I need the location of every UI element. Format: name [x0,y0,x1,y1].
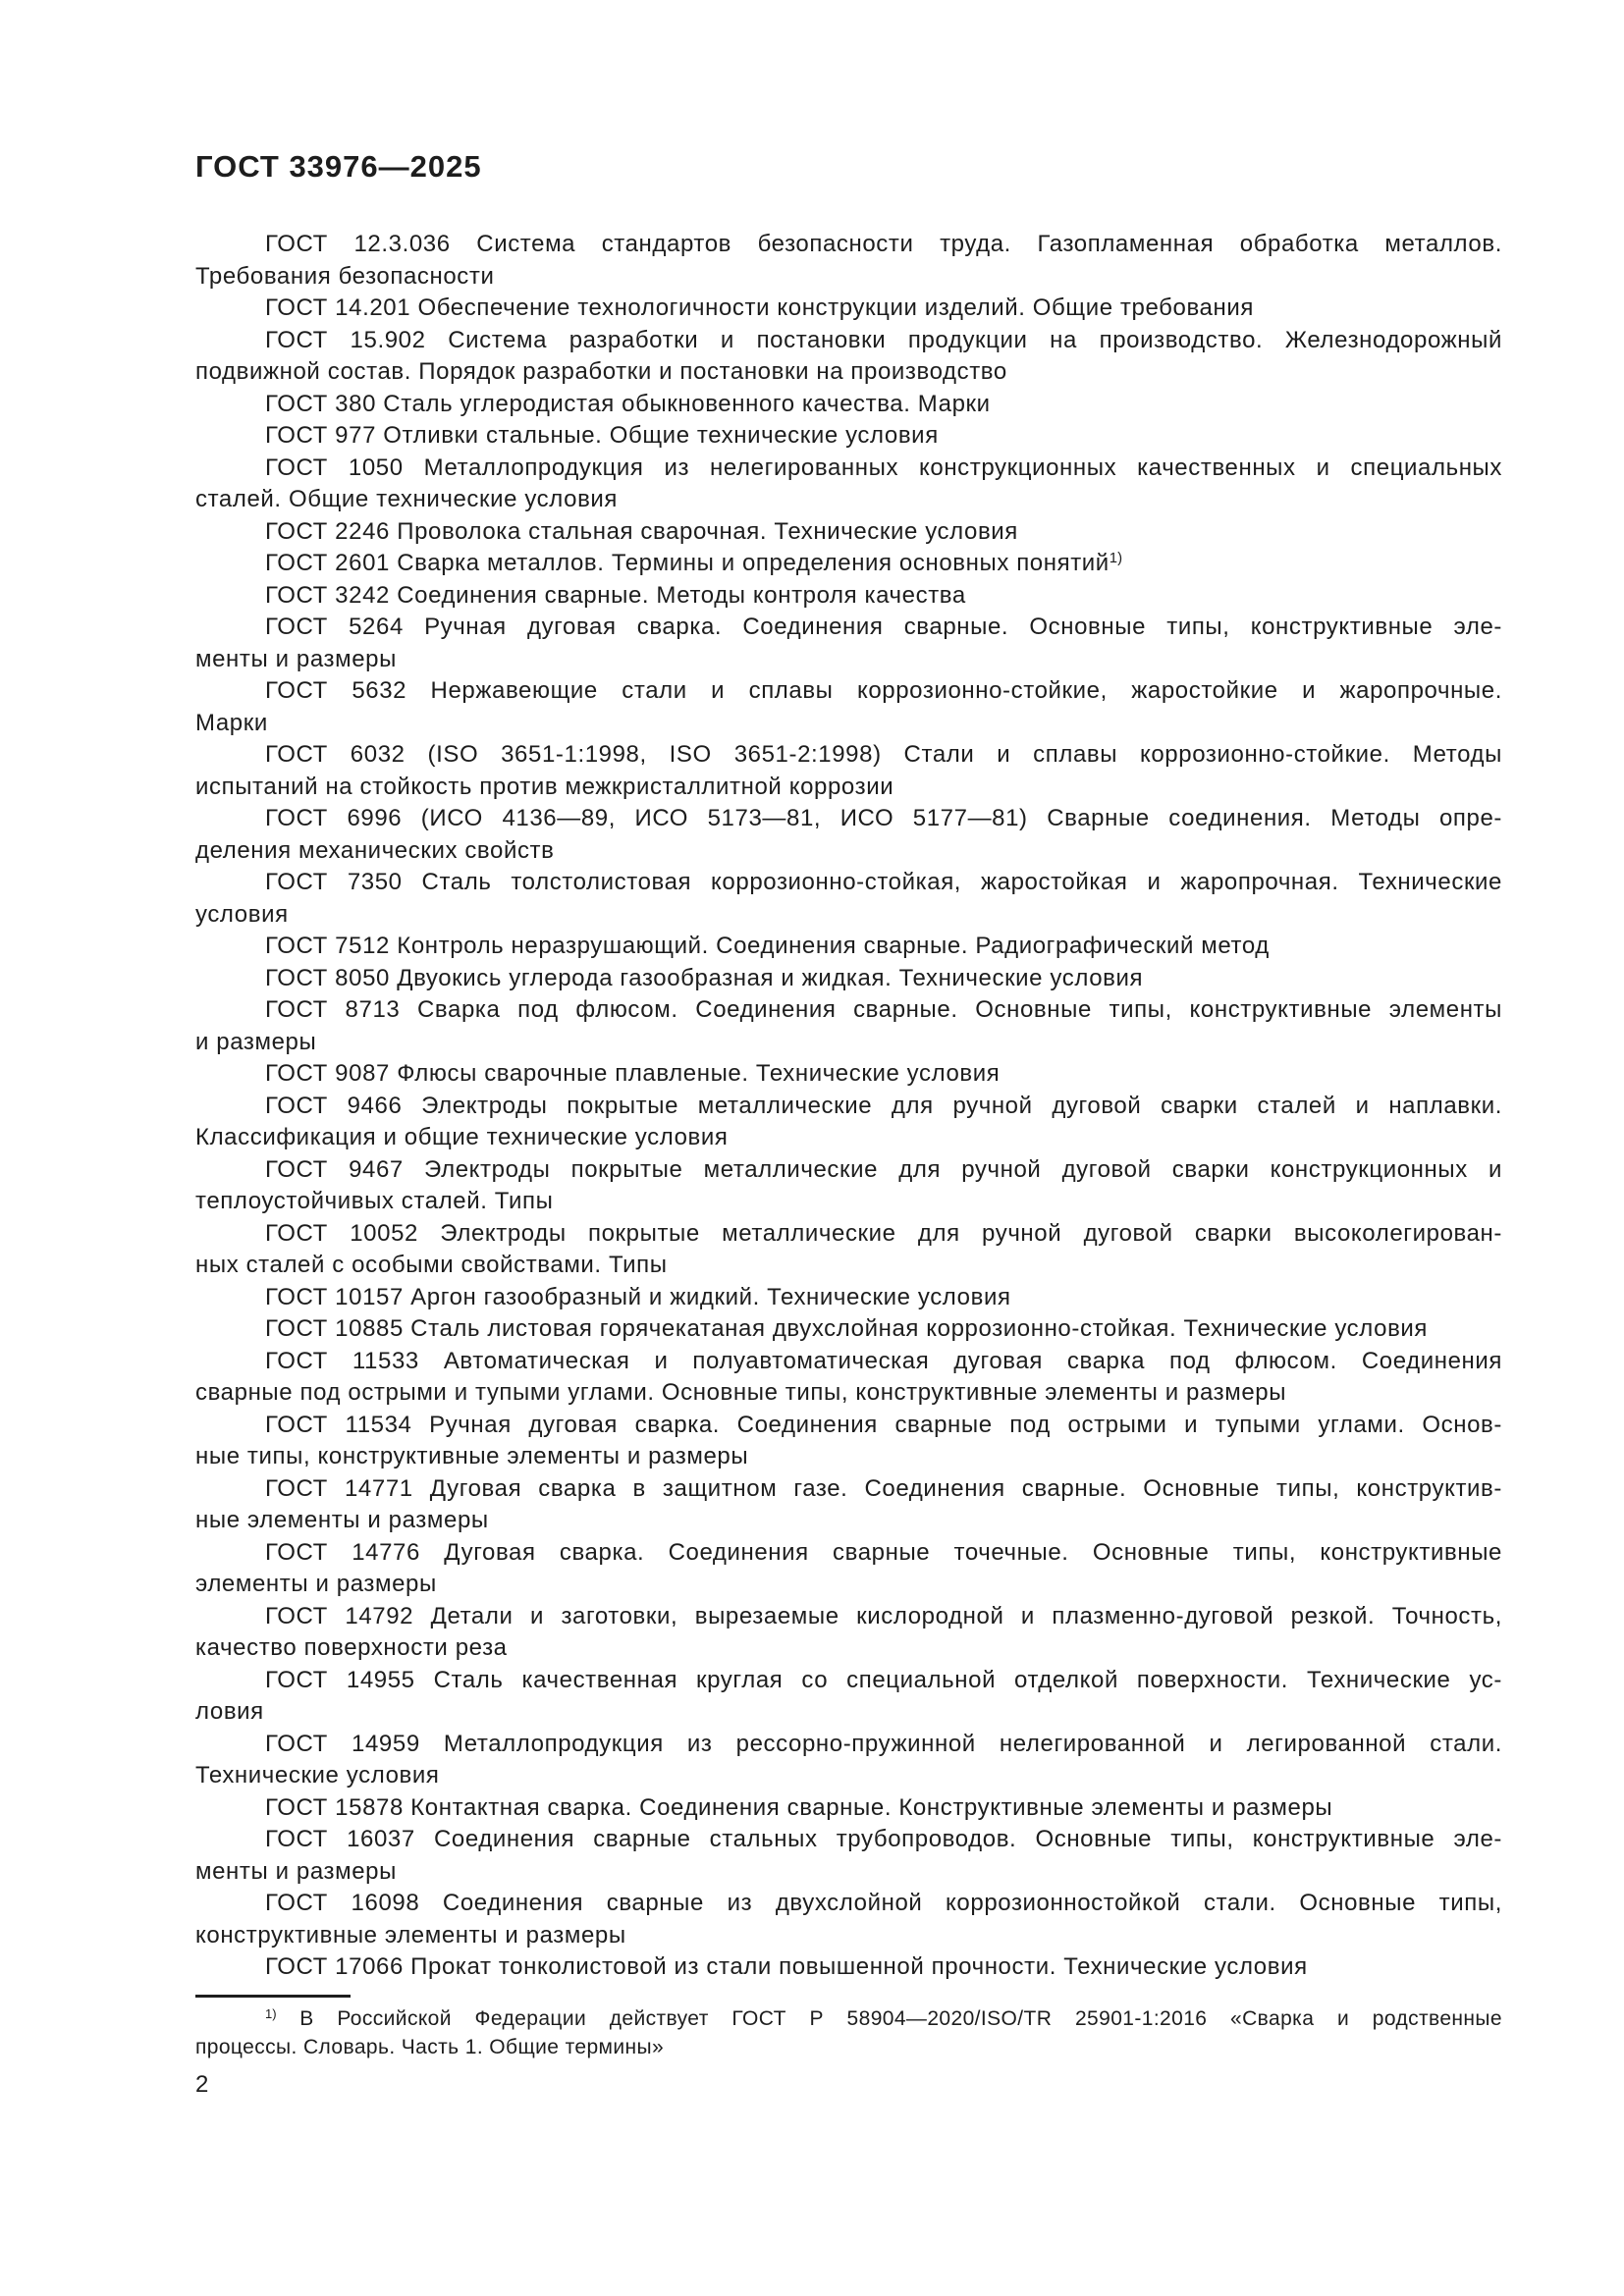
reference-line: ГОСТ 16098 Соединения сварные из двухслойной коррозионностойкой стали. Основные типы, [265,1890,1502,1916]
reference-item [195,420,1502,453]
reference-line: ГОСТ 9087 Флюсы сварочные плавленые. Технические условия [265,1060,1001,1087]
reference-line: ГОСТ 14776 Дуговая сварка. Соединения сварные точечные. Основные типы, конструктивные [265,1538,1502,1566]
reference-line: процессы. Словарь. Часть 1. Общие термины» [195,2036,665,2058]
reference-line: Технические условия [195,1762,440,1789]
reference-item [195,1729,1502,1792]
reference-item [195,1601,1502,1665]
reference-line: ГОСТ 10052 Электроды покрытые металлические для ручной дуговой сварки высоколегирован- [265,1219,1502,1247]
reference-item [195,548,1502,580]
reference-line: Классификация и общие технические условия [195,1124,729,1150]
reference-item [195,1218,1502,1282]
reference-item [195,1537,1502,1601]
reference-item [195,803,1502,867]
reference-item [195,1473,1502,1537]
footnote-ref-marker: 1) [265,2006,277,2022]
reference-line: деления механических свойств [195,836,555,864]
reference-item [195,516,1502,549]
reference-item [195,1665,1502,1729]
reference-item [195,1410,1502,1473]
reference-line: ГОСТ 17066 Прокат тонколистовой из стали повышенной прочности. Технические условия [265,1953,1308,1980]
reference-line: ГОСТ 15.902 Система разработки и постановки продукции на производство. Железнодорожный [265,326,1502,353]
footnote-ref-marker: 1) [1109,551,1123,567]
reference-item [195,1058,1502,1091]
reference-item [195,1346,1502,1410]
reference-line: ГОСТ 9466 Электроды покрытые металлические для ручной дуговой сварки сталей и наплавки. [265,1092,1502,1119]
reference-item [195,1282,1502,1314]
reference-line: ГОСТ 11534 Ручная дуговая сварка. Соединения сварные под острыми и тупыми углами. Основ- [265,1411,1502,1438]
reference-line: Требования безопасности [195,262,495,290]
reference-line: ГОСТ 14792 Детали и заготовки, вырезаемые кислородной и плазменно-дуговой резкой. Точность, [265,1602,1502,1629]
reference-line: ГОСТ 6032 (ISO 3651-1:1998, ISO 3651-2:1998) Стали и сплавы коррозионно-стойкие. Методы [265,741,1502,768]
reference-line: элементы и размеры [195,1571,437,1597]
reference-line: ГОСТ 14771 Дуговая сварка в защитном газе. Соединения сварные. Основные типы, конструктив- [265,1474,1502,1502]
reference-line: ГОСТ 2601 Сварка металлов. Термины и определения основных понятий$^{1)}$ [265,550,1123,576]
reference-item [195,1154,1502,1218]
reference-line: менты и размеры [195,1857,397,1885]
reference-line: ные типы, конструктивные элементы и размеры [195,1443,749,1469]
reference-line: ГОСТ 2246 Проволока стальная сварочная. Технические условия [265,517,1018,545]
reference-item [195,963,1502,995]
reference-line: ГОСТ 14.201 Обеспечение технологичности конструкции изделий. Общие требования [265,294,1254,321]
reference-line: теплоустойчивых сталей. Типы [195,1188,554,1214]
reference-line: ГОСТ 3242 Соединения сварные. Методы контроля качества [265,581,966,609]
reference-line: ГОСТ 12.3.036 Система стандартов безопасности труда. Газопламенная обработка металлов. [265,231,1502,257]
reference-item [195,229,1502,293]
reference-line: ГОСТ 16037 Соединения сварные стальных трубопроводов. Основные типы, конструктивные эле- [265,1826,1502,1852]
reference-item [195,612,1502,675]
reference-line: ГОСТ 380 Сталь углеродистая обыкновенного качества. Марки [265,390,991,417]
reference-line: ГОСТ 5264 Ручная дуговая сварка. Соединения сварные. Основные типы, конструктивные эле- [265,614,1502,640]
reference-line: ГОСТ 5632 Нержавеющие стали и сплавы коррозионно-стойкие, жаростойкие и жаропрочные. [265,677,1502,704]
reference-line: условия [195,900,289,928]
reference-line: ГОСТ 14959 Металлопродукция из рессорно-пружинной нелегированной и легированной стали. [265,1730,1502,1757]
reference-item [195,1951,1502,1984]
reference-item [195,675,1502,739]
references-list [195,229,1502,1984]
reference-line: ловия [195,1698,264,1725]
reference-line: Марки [195,709,268,736]
reference-item [195,389,1502,421]
reference-line: испытаний на стойкость против межкристаллитной коррозии [195,773,894,800]
reference-item [195,1792,1502,1825]
reference-item [195,1888,1502,1951]
reference-line: ГОСТ 11533 Автоматическая и полуавтоматическая дуговая сварка под флюсом. Соединения [265,1347,1502,1374]
reference-line: качество поверхности реза [195,1634,508,1661]
reference-line: ГОСТ 9467 Электроды покрытые металлические для ручной дуговой сварки конструкционных и [265,1155,1502,1183]
reference-line: ных сталей с особыми свойствами. Типы [195,1252,668,1278]
reference-item [195,739,1502,803]
reference-line: ГОСТ 15878 Контактная сварка. Соединения сварные. Конструктивные элементы и размеры [265,1793,1333,1821]
reference-line: конструктивные элементы и размеры [195,1921,626,1949]
reference-line: ГОСТ 10157 Аргон газообразный и жидкий. Технические условия [265,1283,1011,1310]
reference-line: ГОСТ 7350 Сталь толстолистовая коррозионно-стойкая, жаростойкая и жаропрочная. Технические [265,869,1502,895]
reference-item [195,1091,1502,1154]
page-header: ГОСТ 33976—2025 [195,149,482,184]
reference-line: ГОСТ 8713 Сварка под флюсом. Соединения сварные. Основные типы, конструктивные элементы [265,996,1502,1023]
reference-line: ГОСТ 7512 Контроль неразрушающий. Соединения сварные. Радиографический метод [265,933,1270,959]
reference-item [195,931,1502,963]
reference-item [195,867,1502,931]
reference-item [195,994,1502,1058]
reference-line: ГОСТ 10885 Сталь листовая горячекатаная двухслойная коррозионно-стойкая. Технические условия [265,1315,1429,1342]
reference-line: ГОСТ 1050 Металлопродукция из нелегированных конструкционных качественных и специальных [265,454,1502,481]
page-number: 2 [195,2071,209,2098]
reference-item [195,1313,1502,1346]
reference-line: $^{1)}$ В Российской Федерации действует ГОСТ Р 58904—2020/ISO/TR 25901-1:2016 «Сварка и родственные [265,2006,1502,2030]
reference-line: ГОСТ 14955 Сталь качественная круглая со специальной отделкой поверхности. Технические ус- [265,1666,1502,1693]
reference-item [195,325,1502,389]
reference-item [195,293,1502,325]
reference-line: ГОСТ 6996 (ИСО 4136—89, ИСО 5173—81, ИСО 5177—81) Сварные соединения. Методы опре- [265,805,1502,831]
reference-line: ные элементы и размеры [195,1507,489,1533]
reference-line: ГОСТ 8050 Двуокись углерода газообразная и жидкая. Технические условия [265,964,1144,991]
reference-item [195,453,1502,516]
reference-line: и размеры [195,1028,317,1055]
reference-line: сварные под острыми и тупыми углами. Основные типы, конструктивные элементы и размеры [195,1379,1287,1406]
reference-line: подвижной состав. Порядок разработки и постановки на производство [195,358,1007,385]
reference-item [195,580,1502,613]
reference-line: сталей. Общие технические условия [195,486,619,512]
footnote-separator [195,1995,351,1998]
reference-item [195,1824,1502,1888]
footnote [195,2004,1502,2061]
reference-line: менты и размеры [195,645,397,672]
reference-line: ГОСТ 977 Отливки стальные. Общие технические условия [265,422,939,449]
